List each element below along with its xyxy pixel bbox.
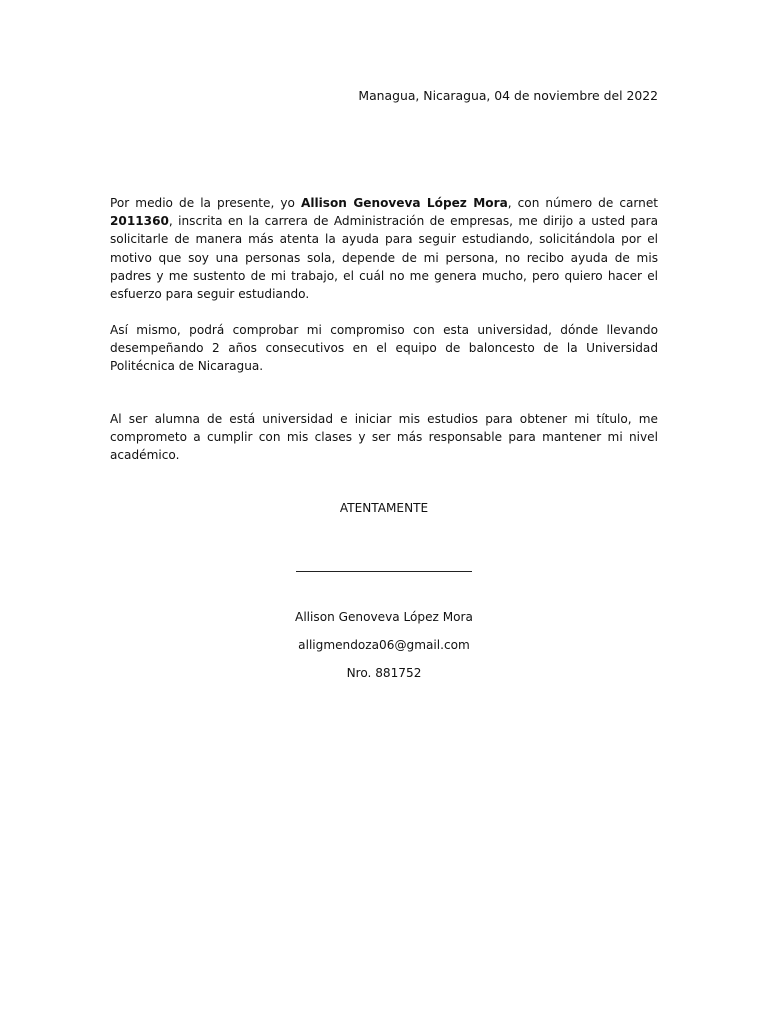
carnet-number-bold: 2011360 bbox=[110, 214, 169, 229]
paragraph-request bbox=[110, 194, 658, 303]
date-line: Managua, Nicaragua, 04 de noviembre del 2022 bbox=[358, 88, 658, 103]
paragraph-responsibility: Al ser alumna de está universidad e iniciar mis estudios para obtener mi título, me comprometo a cumplir con mis clases y ser más responsable para mantener mi nivel académico. bbox=[110, 412, 658, 463]
paragraph-request-carnet-label: , con número de carnet bbox=[507, 196, 659, 210]
paragraph-commitment: Así mismo, podrá comprobar mi compromiso con esta universidad, dónde llevando desempeñando 2 años consecutivos en el equipo de baloncesto de la Universidad Politécnica de Nicaragua. bbox=[110, 323, 658, 374]
closing-text: ATENTAMENTE bbox=[339, 501, 429, 515]
student-name-bold: Allison Genoveva López Mora bbox=[300, 196, 508, 210]
signer-number: Nro. 881752 bbox=[346, 666, 422, 680]
signature-line bbox=[296, 571, 472, 572]
paragraph-request-intro: Por medio de la presente, yo bbox=[110, 196, 301, 210]
signer-email: alligmendoza06@gmail.com bbox=[298, 638, 470, 652]
signer-name: Allison Genoveva López Mora bbox=[295, 610, 473, 624]
paragraph-request-body: , inscrita en la carrera de Administración de empresas, me dirijo a usted para solicitarle de manera más atenta la ayuda para seguir estudiando, solicitándola por el motivo que soy una personas sola, depende de mi persona, no recibo ayuda de mis padres y me sustento de mi trabajo, el cuál no me genera mucho, pero quiero hacer el esfuerzo para seguir estudiando. bbox=[110, 214, 658, 302]
